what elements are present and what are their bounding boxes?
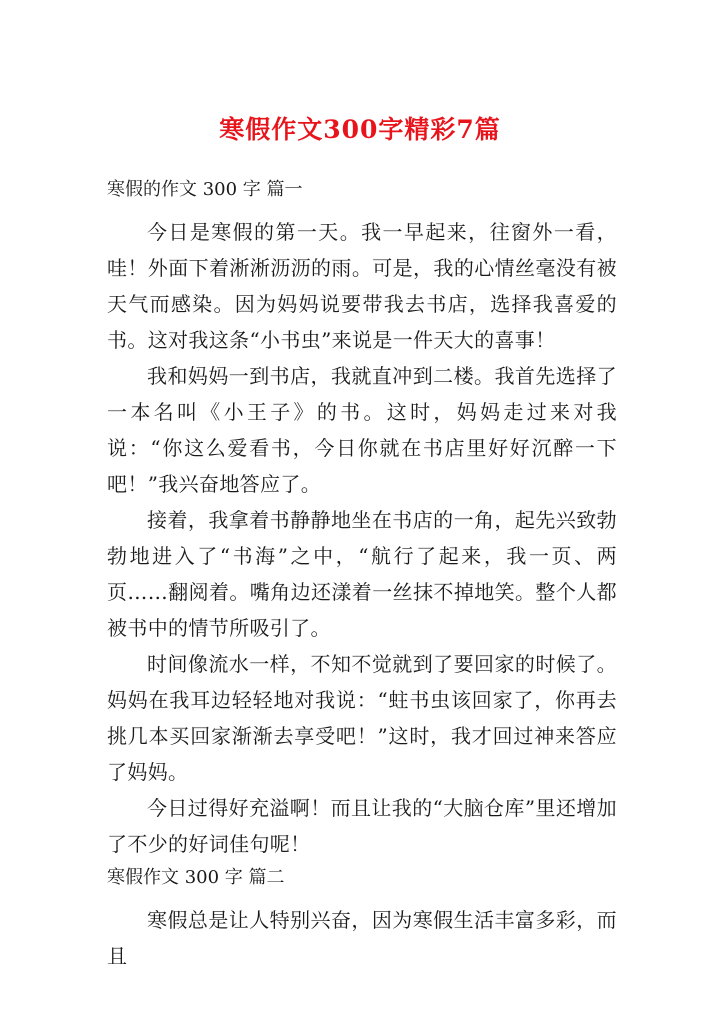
- paragraph: 我和妈妈一到书店，我就直冲到二楼。我首先选择了一本名叫《小王子》的书。这时，妈妈走过来对我说：“你这么爱看书，今日你就在书店里好好沉醉一下吧！”我兴奋地答应了。: [107, 364, 617, 496]
- section-2: [107, 862, 617, 974]
- document-title: 寒假作文300字精彩7篇: [219, 115, 501, 144]
- document-body: [107, 174, 617, 974]
- paragraph: 时间像流水一样，不知不觉就到了要回家的时候了。妈妈在我耳边轻轻地对我说：“蛀书虫该回家了，你再去挑几本买回家渐渐去享受吧！”这时，我才回过神来答应了妈妈。: [107, 652, 617, 784]
- section-heading: 寒假作文 300 字 篇二: [107, 867, 285, 888]
- section-heading: 寒假的作文 300 字 篇一: [107, 179, 303, 200]
- section-1: [107, 174, 617, 862]
- paragraph: 接着，我拿着书静静地坐在书店的一角，起先兴致勃勃地进入了“书海”之中，“航行了起来，我一页、两页……翻阅着。嘴角边还漾着一丝抹不掉地笑。整个人都被书中的情节所吸引了。: [107, 508, 617, 640]
- paragraph: 今日过得好充溢啊！而且让我的“大脑仓库”里还增加了不少的好词佳句呢！: [107, 796, 617, 856]
- paragraph: 寒假总是让人特别兴奋，因为寒假生活丰富多彩，而且: [107, 908, 617, 968]
- paragraph: 今日是寒假的第一天。我一早起来，往窗外一看，哇！外面下着淅淅沥沥的雨。可是，我的心情丝毫没有被天气而感染。因为妈妈说要带我去书店，选择我喜爱的书。这对我这条“小书虫”来说是一件天大的喜事！: [107, 220, 617, 352]
